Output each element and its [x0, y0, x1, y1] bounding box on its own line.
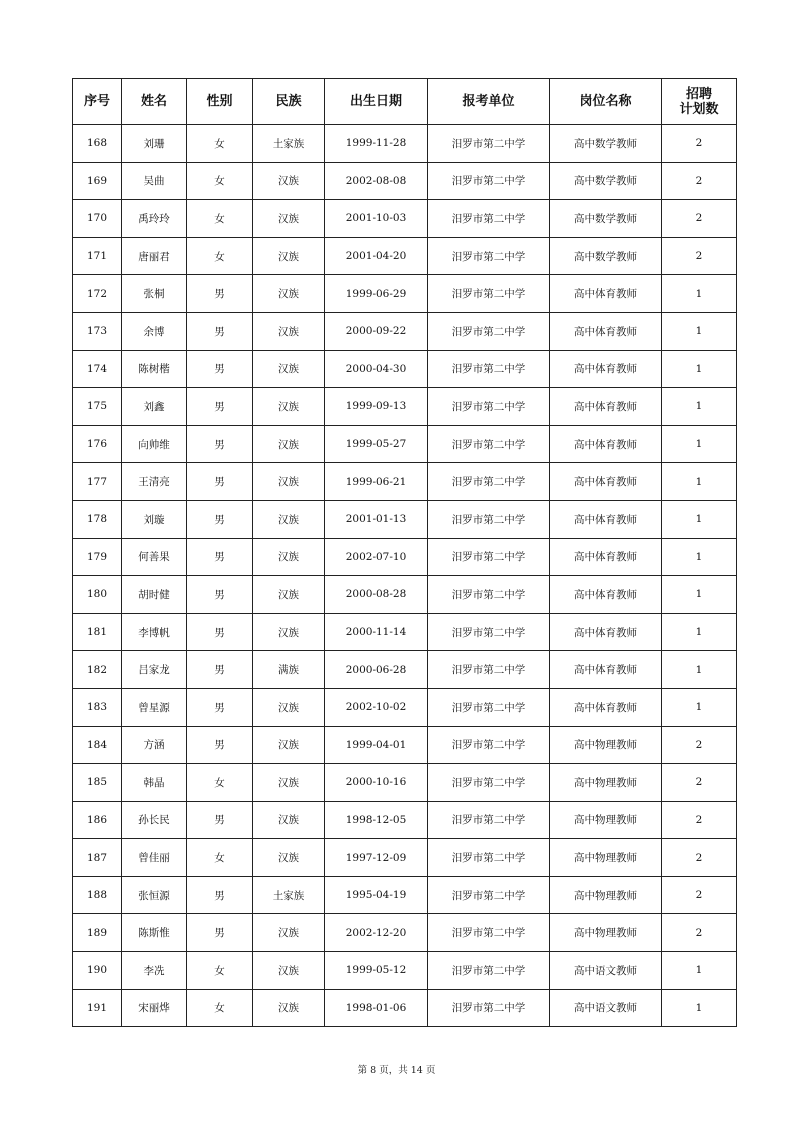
cell-unit: 汨罗市第二中学	[428, 688, 550, 726]
cell-serial: 189	[73, 914, 122, 952]
cell-serial: 176	[73, 425, 122, 463]
cell-unit: 汨罗市第二中学	[428, 876, 550, 914]
cell-unit: 汨罗市第二中学	[428, 500, 550, 538]
cell-position: 高中体育教师	[550, 425, 662, 463]
cell-name: 曾星源	[122, 688, 187, 726]
cell-gender: 男	[187, 500, 253, 538]
header-plan-line2: 计划数	[679, 101, 719, 117]
cell-position: 高中物理教师	[550, 839, 662, 877]
cell-ethnicity: 汉族	[253, 764, 325, 802]
cell-name: 禹玲玲	[122, 200, 187, 238]
cell-ethnicity: 满族	[253, 651, 325, 689]
header-unit: 报考单位	[428, 79, 550, 125]
table-row	[73, 764, 737, 802]
cell-plan-count: 2	[662, 876, 737, 914]
table-row	[73, 500, 737, 538]
cell-unit: 汨罗市第二中学	[428, 200, 550, 238]
cell-unit: 汨罗市第二中学	[428, 162, 550, 200]
cell-gender: 男	[187, 463, 253, 501]
table-row	[73, 425, 737, 463]
cell-name: 刘珊	[122, 125, 187, 163]
table-row	[73, 801, 737, 839]
cell-name: 王清亮	[122, 463, 187, 501]
cell-birth-date: 1995-04-19	[325, 876, 428, 914]
cell-ethnicity: 汉族	[253, 237, 325, 275]
cell-birth-date: 2002-12-20	[325, 914, 428, 952]
cell-birth-date: 2002-08-08	[325, 162, 428, 200]
cell-birth-date: 2001-04-20	[325, 237, 428, 275]
cell-position: 高中数学教师	[550, 200, 662, 238]
cell-unit: 汨罗市第二中学	[428, 764, 550, 802]
cell-birth-date: 1998-01-06	[325, 989, 428, 1027]
cell-plan-count: 1	[662, 989, 737, 1027]
cell-plan-count: 1	[662, 275, 737, 313]
table-row	[73, 162, 737, 200]
table-row	[73, 312, 737, 350]
table-row	[73, 463, 737, 501]
cell-gender: 女	[187, 989, 253, 1027]
cell-plan-count: 1	[662, 312, 737, 350]
table-body	[73, 125, 737, 1027]
table-row	[73, 350, 737, 388]
cell-serial: 177	[73, 463, 122, 501]
cell-gender: 男	[187, 388, 253, 426]
cell-ethnicity: 汉族	[253, 726, 325, 764]
cell-position: 高中语文教师	[550, 989, 662, 1027]
table-row	[73, 989, 737, 1027]
cell-serial: 184	[73, 726, 122, 764]
cell-ethnicity: 汉族	[253, 801, 325, 839]
page-footer: 第 8 页，共 14 页	[357, 1065, 436, 1076]
cell-serial: 168	[73, 125, 122, 163]
cell-plan-count: 1	[662, 651, 737, 689]
cell-name: 李冼	[122, 952, 187, 990]
cell-name: 方涵	[122, 726, 187, 764]
cell-birth-date: 1997-12-09	[325, 839, 428, 877]
cell-name: 孙长民	[122, 801, 187, 839]
cell-position: 高中物理教师	[550, 876, 662, 914]
cell-ethnicity: 土家族	[253, 125, 325, 163]
header-plan-line1: 招聘	[685, 86, 712, 102]
cell-ethnicity: 汉族	[253, 688, 325, 726]
cell-birth-date: 2000-04-30	[325, 350, 428, 388]
cell-position: 高中体育教师	[550, 500, 662, 538]
candidate-table-container	[72, 78, 720, 1027]
cell-gender: 男	[187, 688, 253, 726]
cell-birth-date: 1999-09-13	[325, 388, 428, 426]
cell-ethnicity: 汉族	[253, 500, 325, 538]
table-row	[73, 651, 737, 689]
cell-gender: 男	[187, 613, 253, 651]
cell-ethnicity: 汉族	[253, 613, 325, 651]
cell-plan-count: 2	[662, 200, 737, 238]
cell-serial: 170	[73, 200, 122, 238]
header-serial: 序号	[73, 79, 122, 125]
cell-serial: 178	[73, 500, 122, 538]
cell-serial: 186	[73, 801, 122, 839]
cell-name: 吴曲	[122, 162, 187, 200]
cell-birth-date: 2000-11-14	[325, 613, 428, 651]
cell-birth-date: 2000-10-16	[325, 764, 428, 802]
cell-ethnicity: 汉族	[253, 312, 325, 350]
table-row	[73, 538, 737, 576]
cell-position: 高中体育教师	[550, 312, 662, 350]
header-position: 岗位名称	[550, 79, 662, 125]
cell-gender: 男	[187, 425, 253, 463]
cell-birth-date: 2000-08-28	[325, 576, 428, 614]
cell-position: 高中体育教师	[550, 576, 662, 614]
table-row	[73, 952, 737, 990]
cell-position: 高中体育教师	[550, 350, 662, 388]
cell-name: 余博	[122, 312, 187, 350]
cell-gender: 男	[187, 914, 253, 952]
table-row	[73, 388, 737, 426]
header-plan-count	[662, 79, 737, 125]
header-birth-date: 出生日期	[325, 79, 428, 125]
cell-name: 向帅维	[122, 425, 187, 463]
cell-name: 吕家龙	[122, 651, 187, 689]
cell-gender: 女	[187, 200, 253, 238]
cell-position: 高中物理教师	[550, 914, 662, 952]
cell-plan-count: 2	[662, 726, 737, 764]
table-row	[73, 275, 737, 313]
cell-name: 陈斯惟	[122, 914, 187, 952]
cell-unit: 汨罗市第二中学	[428, 952, 550, 990]
cell-unit: 汨罗市第二中学	[428, 726, 550, 764]
cell-name: 何善果	[122, 538, 187, 576]
cell-birth-date: 2001-10-03	[325, 200, 428, 238]
cell-birth-date: 2002-07-10	[325, 538, 428, 576]
cell-name: 陈树楷	[122, 350, 187, 388]
cell-birth-date: 1998-12-05	[325, 801, 428, 839]
cell-position: 高中体育教师	[550, 688, 662, 726]
cell-birth-date: 2000-09-22	[325, 312, 428, 350]
cell-birth-date: 1999-05-12	[325, 952, 428, 990]
cell-ethnicity: 汉族	[253, 350, 325, 388]
cell-position: 高中数学教师	[550, 125, 662, 163]
cell-plan-count: 1	[662, 463, 737, 501]
table-row	[73, 200, 737, 238]
cell-ethnicity: 汉族	[253, 463, 325, 501]
cell-unit: 汨罗市第二中学	[428, 839, 550, 877]
cell-serial: 187	[73, 839, 122, 877]
cell-plan-count: 1	[662, 538, 737, 576]
cell-plan-count: 1	[662, 613, 737, 651]
cell-gender: 女	[187, 237, 253, 275]
cell-name: 张恒源	[122, 876, 187, 914]
cell-gender: 男	[187, 651, 253, 689]
cell-position: 高中数学教师	[550, 237, 662, 275]
cell-gender: 男	[187, 801, 253, 839]
cell-unit: 汨罗市第二中学	[428, 125, 550, 163]
cell-plan-count: 2	[662, 162, 737, 200]
cell-unit: 汨罗市第二中学	[428, 914, 550, 952]
cell-plan-count: 2	[662, 801, 737, 839]
cell-gender: 男	[187, 876, 253, 914]
cell-ethnicity: 汉族	[253, 388, 325, 426]
cell-gender: 男	[187, 538, 253, 576]
cell-serial: 169	[73, 162, 122, 200]
cell-plan-count: 2	[662, 237, 737, 275]
cell-position: 高中体育教师	[550, 388, 662, 426]
cell-serial: 191	[73, 989, 122, 1027]
header-ethnicity: 民族	[253, 79, 325, 125]
cell-gender: 女	[187, 764, 253, 802]
cell-plan-count: 1	[662, 388, 737, 426]
cell-unit: 汨罗市第二中学	[428, 538, 550, 576]
cell-birth-date: 2001-01-13	[325, 500, 428, 538]
table-row	[73, 726, 737, 764]
cell-name: 韩晶	[122, 764, 187, 802]
cell-ethnicity: 汉族	[253, 989, 325, 1027]
cell-name: 李博帆	[122, 613, 187, 651]
cell-plan-count: 1	[662, 500, 737, 538]
cell-birth-date: 1999-05-27	[325, 425, 428, 463]
cell-serial: 182	[73, 651, 122, 689]
cell-unit: 汨罗市第二中学	[428, 388, 550, 426]
cell-plan-count: 1	[662, 350, 737, 388]
cell-serial: 185	[73, 764, 122, 802]
cell-unit: 汨罗市第二中学	[428, 613, 550, 651]
table-row	[73, 613, 737, 651]
header-name: 姓名	[122, 79, 187, 125]
cell-position: 高中物理教师	[550, 801, 662, 839]
cell-unit: 汨罗市第二中学	[428, 425, 550, 463]
cell-position: 高中体育教师	[550, 538, 662, 576]
cell-ethnicity: 汉族	[253, 162, 325, 200]
cell-position: 高中物理教师	[550, 764, 662, 802]
cell-serial: 188	[73, 876, 122, 914]
cell-unit: 汨罗市第二中学	[428, 350, 550, 388]
cell-name: 唐丽君	[122, 237, 187, 275]
cell-serial: 183	[73, 688, 122, 726]
cell-serial: 172	[73, 275, 122, 313]
table-row	[73, 576, 737, 614]
cell-position: 高中体育教师	[550, 463, 662, 501]
cell-ethnicity: 汉族	[253, 425, 325, 463]
cell-plan-count: 1	[662, 952, 737, 990]
table-row	[73, 839, 737, 877]
cell-gender: 男	[187, 726, 253, 764]
table-row	[73, 237, 737, 275]
cell-gender: 男	[187, 275, 253, 313]
cell-ethnicity: 汉族	[253, 952, 325, 990]
cell-serial: 180	[73, 576, 122, 614]
cell-serial: 171	[73, 237, 122, 275]
header-gender: 性别	[187, 79, 253, 125]
cell-plan-count: 2	[662, 914, 737, 952]
cell-birth-date: 1999-06-29	[325, 275, 428, 313]
cell-gender: 女	[187, 162, 253, 200]
cell-plan-count: 1	[662, 576, 737, 614]
cell-ethnicity: 汉族	[253, 200, 325, 238]
cell-plan-count: 1	[662, 425, 737, 463]
cell-position: 高中体育教师	[550, 651, 662, 689]
cell-birth-date: 1999-06-21	[325, 463, 428, 501]
cell-position: 高中体育教师	[550, 613, 662, 651]
cell-birth-date: 1999-11-28	[325, 125, 428, 163]
cell-position: 高中数学教师	[550, 162, 662, 200]
cell-unit: 汨罗市第二中学	[428, 275, 550, 313]
cell-plan-count: 1	[662, 688, 737, 726]
cell-serial: 179	[73, 538, 122, 576]
cell-unit: 汨罗市第二中学	[428, 463, 550, 501]
cell-ethnicity: 汉族	[253, 914, 325, 952]
cell-gender: 男	[187, 350, 253, 388]
cell-serial: 174	[73, 350, 122, 388]
cell-name: 宋丽烨	[122, 989, 187, 1027]
cell-ethnicity: 汉族	[253, 275, 325, 313]
cell-gender: 女	[187, 952, 253, 990]
table-row	[73, 876, 737, 914]
cell-plan-count: 2	[662, 839, 737, 877]
table-header-row	[73, 79, 737, 125]
cell-birth-date: 1999-04-01	[325, 726, 428, 764]
cell-plan-count: 2	[662, 125, 737, 163]
cell-position: 高中体育教师	[550, 275, 662, 313]
cell-ethnicity: 土家族	[253, 876, 325, 914]
cell-unit: 汨罗市第二中学	[428, 801, 550, 839]
cell-unit: 汨罗市第二中学	[428, 312, 550, 350]
cell-ethnicity: 汉族	[253, 839, 325, 877]
cell-ethnicity: 汉族	[253, 538, 325, 576]
candidate-table	[72, 78, 737, 1027]
table-row	[73, 914, 737, 952]
cell-name: 刘璇	[122, 500, 187, 538]
cell-name: 胡时健	[122, 576, 187, 614]
table-row	[73, 688, 737, 726]
cell-serial: 173	[73, 312, 122, 350]
cell-unit: 汨罗市第二中学	[428, 576, 550, 614]
cell-ethnicity: 汉族	[253, 576, 325, 614]
cell-unit: 汨罗市第二中学	[428, 237, 550, 275]
cell-serial: 190	[73, 952, 122, 990]
cell-name: 刘鑫	[122, 388, 187, 426]
cell-birth-date: 2000-06-28	[325, 651, 428, 689]
cell-gender: 男	[187, 576, 253, 614]
cell-position: 高中物理教师	[550, 726, 662, 764]
cell-unit: 汨罗市第二中学	[428, 989, 550, 1027]
cell-name: 曾佳丽	[122, 839, 187, 877]
cell-serial: 175	[73, 388, 122, 426]
cell-unit: 汨罗市第二中学	[428, 651, 550, 689]
cell-serial: 181	[73, 613, 122, 651]
cell-name: 张桐	[122, 275, 187, 313]
cell-position: 高中语文教师	[550, 952, 662, 990]
cell-gender: 男	[187, 312, 253, 350]
cell-gender: 女	[187, 839, 253, 877]
cell-plan-count: 2	[662, 764, 737, 802]
cell-birth-date: 2002-10-02	[325, 688, 428, 726]
cell-gender: 女	[187, 125, 253, 163]
table-row	[73, 125, 737, 163]
